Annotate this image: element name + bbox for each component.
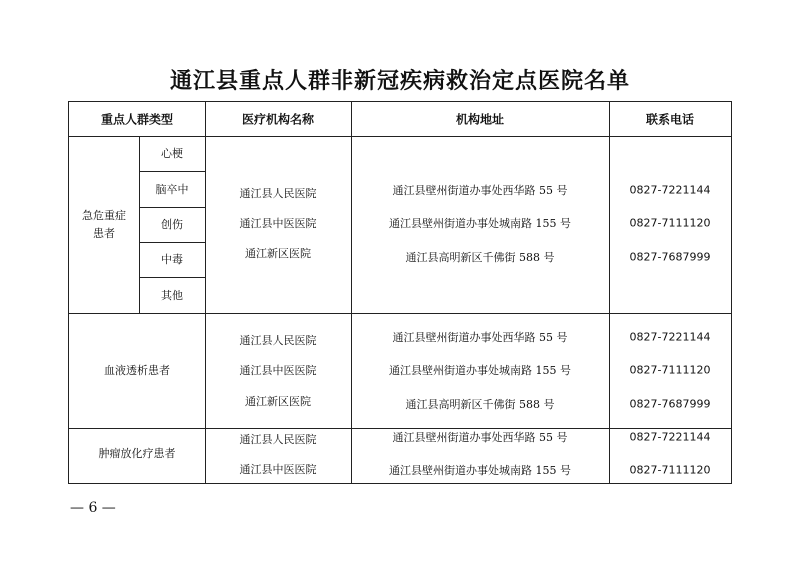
hospital-address: 通江县壁州街道办事处西华路 55 号 — [392, 331, 568, 344]
header-name: 医疗机构名称 — [241, 112, 315, 127]
hospital-name: 通江县中医医院 — [239, 217, 317, 230]
group-label: 肿瘤放化疗患者 — [98, 447, 176, 460]
hospital-name: 通江县中医医院 — [239, 364, 317, 377]
hospital-address: 通江县高明新区千佛街 588 号 — [405, 398, 555, 411]
hospital-phone: 0827-7111120 — [629, 216, 711, 230]
hospital-phone: 0827-7221144 — [629, 430, 711, 444]
header-phone: 联系电话 — [645, 112, 695, 127]
page-number: — 6 — — [70, 500, 116, 516]
subtype-divider — [139, 207, 205, 208]
hospital-name: 通江新区医院 — [245, 395, 311, 408]
hospital-address: 通江县壁州街道办事处西华路 55 号 — [392, 184, 568, 197]
header-type: 重点人群类型 — [100, 112, 174, 127]
hospital-table — [68, 101, 732, 484]
group-label: 血液透析患者 — [104, 364, 170, 377]
hospital-name: 通江县人民医院 — [239, 334, 317, 347]
subtype-label: 中毒 — [161, 253, 183, 266]
hospital-name: 通江县人民医院 — [239, 433, 317, 446]
subtype-column-divider — [139, 136, 140, 313]
subtype-divider — [139, 242, 205, 243]
hospital-phone: 0827-7111120 — [629, 463, 711, 477]
hospital-name: 通江县人民医院 — [239, 187, 317, 200]
hospital-phone: 0827-7687999 — [629, 250, 711, 264]
subtype-label: 其他 — [161, 289, 183, 302]
page-title: 通江县重点人群非新冠疾病救治定点医院名单 — [169, 69, 630, 94]
hospital-phone: 0827-7111120 — [629, 363, 711, 377]
hospital-name: 通江县中医医院 — [239, 463, 317, 476]
header-divider — [69, 136, 731, 137]
hospital-address: 通江县壁州街道办事处城南路 155 号 — [389, 464, 571, 477]
group-label: 急危重症 — [82, 209, 126, 222]
hospital-address: 通江县壁州街道办事处城南路 155 号 — [389, 217, 571, 230]
group-label: 患者 — [93, 227, 115, 240]
hospital-phone: 0827-7221144 — [629, 330, 711, 344]
column-divider — [609, 102, 610, 483]
hospital-phone: 0827-7221144 — [629, 183, 711, 197]
subtype-label: 心梗 — [161, 147, 183, 160]
hospital-address: 通江县高明新区千佛街 588 号 — [405, 251, 555, 264]
hospital-phone: 0827-7687999 — [629, 397, 711, 411]
hospital-name: 通江新区医院 — [245, 247, 311, 260]
subtype-label: 脑卒中 — [155, 183, 189, 196]
group-divider — [69, 313, 731, 314]
column-divider — [205, 102, 206, 483]
subtype-label: 创伤 — [161, 218, 183, 231]
header-address: 机构地址 — [455, 112, 505, 127]
hospital-address: 通江县壁州街道办事处西华路 55 号 — [392, 431, 568, 444]
hospital-address: 通江县壁州街道办事处城南路 155 号 — [389, 364, 571, 377]
column-divider — [351, 102, 352, 483]
subtype-divider — [139, 171, 205, 172]
subtype-divider — [139, 277, 205, 278]
